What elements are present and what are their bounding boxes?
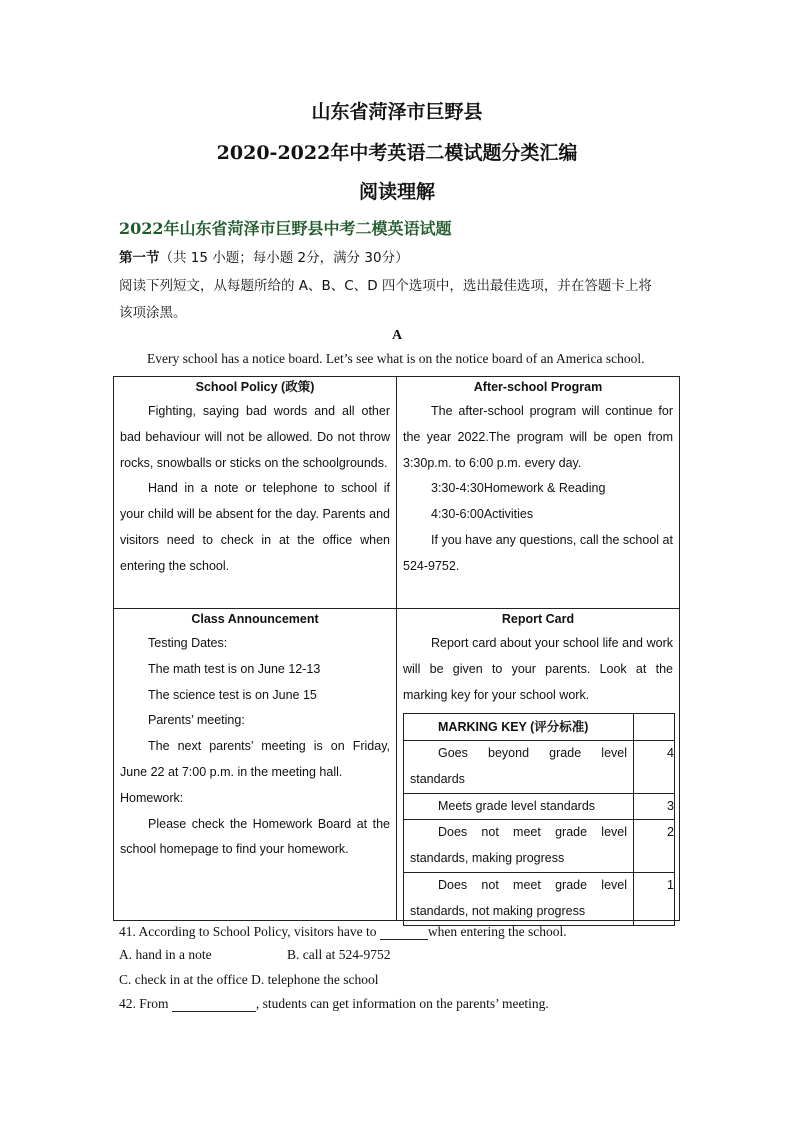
marking-key-label: Goes beyond grade level standards <box>410 746 627 786</box>
marking-key-heading: MARKING KEY (评分标准) <box>404 714 634 740</box>
marking-key-label: Meets grade level standards <box>438 798 596 813</box>
table-row <box>404 820 674 873</box>
marking-key-header-row <box>404 714 674 741</box>
passage-intro: Every school has a notice board. Let’s see what is on the notice board of an America school. <box>147 351 645 366</box>
question-41-stem: 41. According to School Policy, visitors have to when entering the school. <box>119 924 567 939</box>
school-policy-heading: School Policy (政策) <box>195 380 315 394</box>
table-row <box>404 794 674 821</box>
after-school-schedule-2: 4:30-6:00Activities <box>431 507 534 522</box>
report-card-para: Report card about your school life and work will be given to your parents. Look at the marking key for your school work. <box>403 636 673 702</box>
instruction-line-1: 阅读下列短文，从每题所给的 A、B、C、D 四个选项中，选出最佳选项，并在答题卡上将 <box>119 278 652 294</box>
marking-key-label: Does not meet grade level standards, making progress <box>410 825 627 866</box>
marking-key-score: 2 <box>667 825 674 840</box>
answer-blank[interactable] <box>380 925 428 940</box>
marking-key-score: 3 <box>667 798 674 813</box>
announcement-line-5: Homework: <box>120 790 184 805</box>
answer-blank[interactable] <box>172 997 256 1012</box>
announcement-line-1: Testing Dates: <box>148 636 228 650</box>
class-announcement-cell <box>114 609 397 920</box>
after-school-heading: After-school Program <box>473 380 603 394</box>
school-policy-para-2: Hand in a note or telephone to school if your child will be absent for the day. Parents and visitors need to check in at the office when entering the school. <box>120 481 390 573</box>
exam-title: 2022年山东省菏泽市巨野县中考二模英语试题 <box>119 219 452 238</box>
passage-letter: A <box>391 328 403 343</box>
question-41-options-ab <box>119 947 390 963</box>
announcement-para-1: The next parents’ meeting is on Friday, June 22 at 7:00 p.m. in the meeting hall. <box>120 739 390 779</box>
section-info: （共 15 小题；每小题 2分，满分 30分） <box>159 250 409 266</box>
class-announcement-heading: Class Announcement <box>191 612 319 626</box>
section-label: 第一节 <box>119 250 160 266</box>
table-row <box>404 741 674 794</box>
marking-key-score: 1 <box>667 877 674 892</box>
marking-key-table <box>403 713 675 926</box>
table-row <box>404 873 674 926</box>
announcement-line-4: Parents’ meeting: <box>148 713 245 728</box>
section-heading <box>119 246 409 266</box>
option-a[interactable]: A. hand in a note <box>119 947 212 962</box>
marking-key-label: Does not meet grade level standards, not making progress <box>410 877 627 918</box>
announcement-line-2: The math test is on June 12-13 <box>148 661 321 676</box>
document-subtitle: 2020-2022年中考英语二模试题分类汇编 <box>216 142 578 164</box>
after-school-schedule-1: 3:30-4:30Homework & Reading <box>431 481 606 496</box>
question-42-stem: 42. From , students can get information on the parents’ meeting. <box>119 996 549 1011</box>
after-school-cell <box>397 377 679 609</box>
school-policy-cell <box>114 377 397 609</box>
document-title: 山东省菏泽市巨野县 <box>311 101 483 123</box>
notice-board-table <box>113 376 680 921</box>
report-card-cell <box>397 609 679 920</box>
instruction-line-2: 该项涂黑。 <box>119 305 187 321</box>
question-41-options-cd[interactable]: C. check in at the office D. telephone the school <box>119 972 379 987</box>
marking-key-score: 4 <box>667 746 674 760</box>
section-title: 阅读理解 <box>358 181 435 203</box>
school-policy-para-1: Fighting, saying bad words and all other bad behaviour will not be allowed. Do not throw rocks, snowballs or sticks on the schoolgrounds. <box>120 404 390 470</box>
after-school-para-1: The after-school program will continue for the year 2022.The program will be open from 3:30p.m. to 6:00 p.m. every day. <box>403 404 673 470</box>
report-card-heading: Report Card <box>501 612 575 626</box>
after-school-para-2: If you have any questions, call the school at 524-9752. <box>403 532 673 573</box>
announcement-para-2: Please check the Homework Board at the school homepage to find your homework. <box>120 816 390 857</box>
option-b[interactable]: B. call at 524-9752 <box>287 947 391 962</box>
marking-key-header-empty <box>634 714 674 740</box>
announcement-line-3: The science test is on June 15 <box>148 687 317 702</box>
